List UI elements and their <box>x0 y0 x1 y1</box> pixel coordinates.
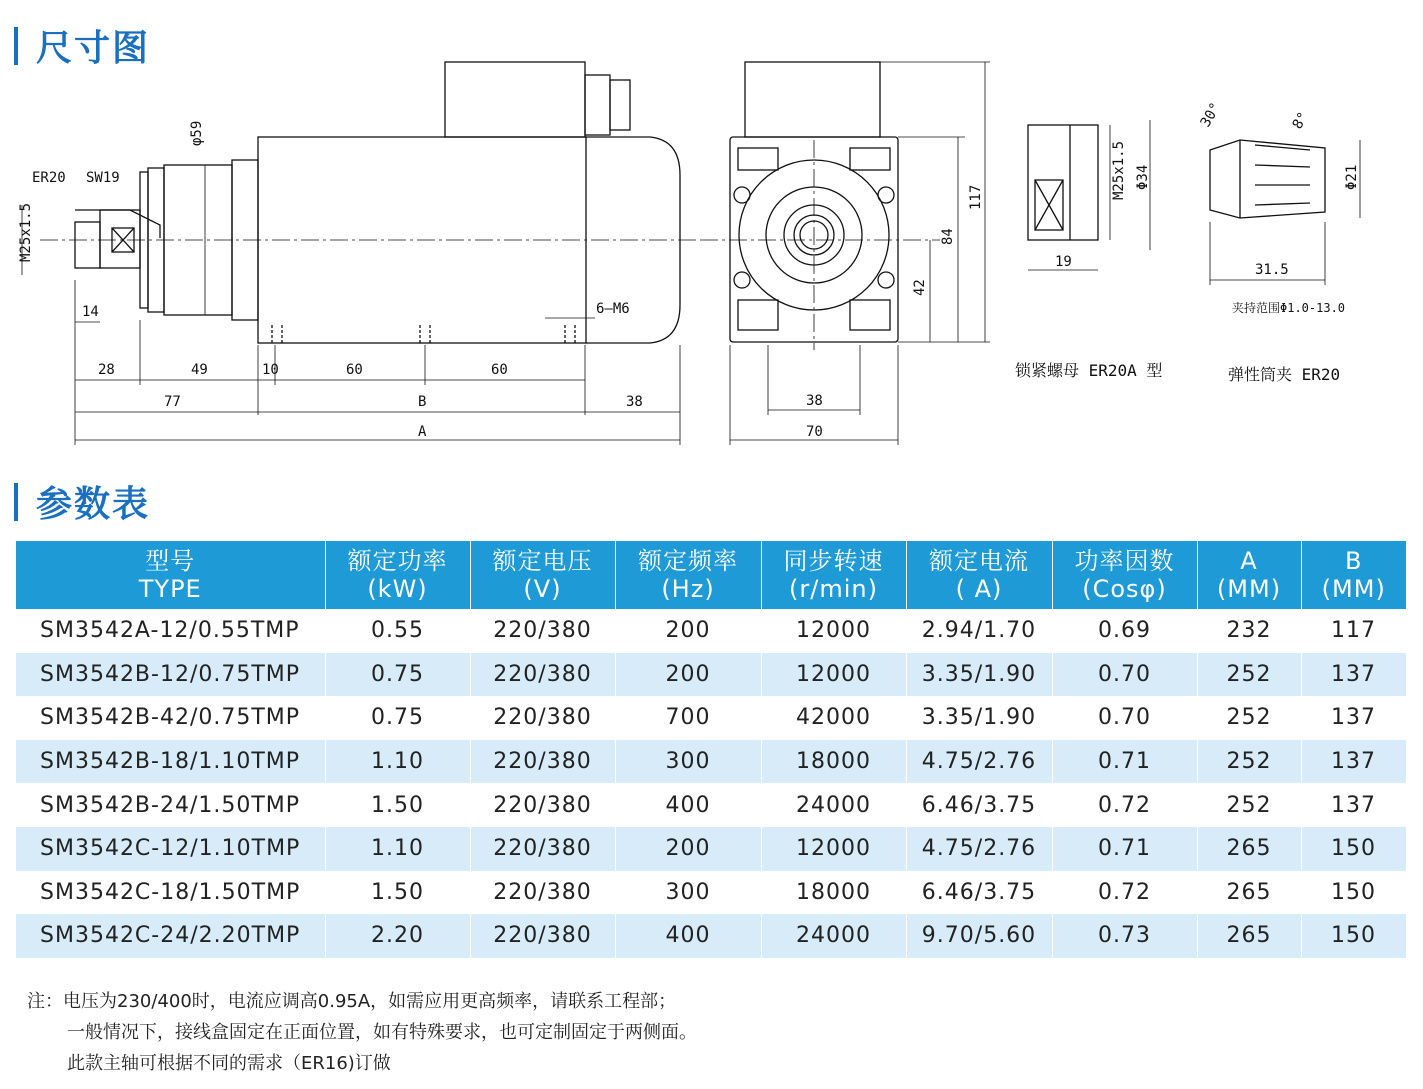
value-cell: 0.55 <box>325 609 470 653</box>
label-d42: 42 <box>912 279 928 296</box>
table-row <box>16 827 1406 871</box>
value-cell: 12000 <box>761 609 906 653</box>
model-cell: SM3542B-18/1.10TMP <box>16 740 325 784</box>
value-cell: 1.50 <box>325 871 470 915</box>
label-collet-dia: Φ21 <box>1344 164 1360 190</box>
model-cell: SM3542B-42/0.75TMP <box>16 696 325 740</box>
column-header <box>615 541 761 609</box>
label-collet-len: 31.5 <box>1255 262 1289 278</box>
value-cell: 2.20 <box>325 914 470 958</box>
column-header-unit: (r/min) <box>789 575 878 603</box>
column-header-label: 功率因数 <box>1074 547 1175 575</box>
value-cell: 4.75/2.76 <box>906 827 1052 871</box>
label-dB: B <box>418 394 427 410</box>
table-row <box>16 871 1406 915</box>
label-nut-len: 19 <box>1055 254 1072 270</box>
value-cell: 200 <box>615 827 761 871</box>
label-d49: 49 <box>191 362 208 378</box>
note-line-2: 一般情况下，接线盒固定在正面位置，如有特殊要求，也可定制固定于两侧面。 <box>67 1022 697 1043</box>
spindle-front-view <box>700 62 990 445</box>
value-cell: 117 <box>1301 609 1406 653</box>
value-cell: 265 <box>1197 914 1301 958</box>
model-cell: SM3542A-12/0.55TMP <box>16 609 325 653</box>
label-d38b: 38 <box>806 393 823 409</box>
column-header-unit: (MM) <box>1321 575 1386 603</box>
column-header <box>761 541 906 609</box>
table-header-row <box>16 541 1406 609</box>
table-row <box>16 696 1406 740</box>
collet-caption: 弹性筒夹 ER20 <box>1228 365 1341 384</box>
value-cell: 0.72 <box>1052 871 1197 915</box>
label-d10: 10 <box>262 362 279 378</box>
value-cell: 232 <box>1197 609 1301 653</box>
value-cell: 6.46/3.75 <box>906 871 1052 915</box>
label-sw19: SW19 <box>86 170 120 186</box>
value-cell: 137 <box>1301 653 1406 697</box>
value-cell: 220/380 <box>470 653 615 697</box>
value-cell: 137 <box>1301 740 1406 784</box>
value-cell: 3.35/1.90 <box>906 696 1052 740</box>
column-header <box>1197 541 1301 609</box>
column-header <box>325 541 470 609</box>
column-header-label: 额定电压 <box>492 547 593 575</box>
label-m6: 6—M6 <box>596 301 630 317</box>
column-header-label: B <box>1345 547 1363 575</box>
table-body <box>16 609 1406 958</box>
table-header <box>16 541 1406 609</box>
label-d77: 77 <box>164 394 181 410</box>
model-cell: SM3542B-12/0.75TMP <box>16 653 325 697</box>
value-cell: 150 <box>1301 871 1406 915</box>
column-header-unit: (Hz) <box>661 575 715 603</box>
value-cell: 220/380 <box>470 871 615 915</box>
value-cell: 265 <box>1197 871 1301 915</box>
label-clamp-range: 夹持范围Φ1.0-13.0 <box>1232 301 1346 315</box>
value-cell: 252 <box>1197 740 1301 784</box>
value-cell: 18000 <box>761 871 906 915</box>
value-cell: 300 <box>615 740 761 784</box>
label-thread: M25x1.5 <box>18 202 34 262</box>
label-d70: 70 <box>806 424 823 440</box>
column-header <box>1301 541 1406 609</box>
value-cell: 0.72 <box>1052 783 1197 827</box>
value-cell: 18000 <box>761 740 906 784</box>
value-cell: 9.70/5.60 <box>906 914 1052 958</box>
value-cell: 400 <box>615 783 761 827</box>
table-section-title: 参数表 <box>36 484 151 525</box>
parameter-table-container <box>16 541 1406 958</box>
label-nut-dia: Φ34 <box>1135 164 1151 190</box>
column-header-unit: TYPE <box>138 575 202 603</box>
label-d60a: 60 <box>346 362 363 378</box>
value-cell: 0.71 <box>1052 827 1197 871</box>
column-header-label: 额定功率 <box>347 547 448 575</box>
value-cell: 400 <box>615 914 761 958</box>
label-d14: 14 <box>82 304 99 320</box>
value-cell: 200 <box>615 609 761 653</box>
notes-block <box>27 986 697 1079</box>
value-cell: 137 <box>1301 696 1406 740</box>
value-cell: 42000 <box>761 696 906 740</box>
table-row <box>16 609 1406 653</box>
value-cell: 0.75 <box>325 653 470 697</box>
column-header-unit: (V) <box>523 575 562 603</box>
parameter-table <box>16 541 1407 958</box>
column-header <box>470 541 615 609</box>
value-cell: 4.75/2.76 <box>906 740 1052 784</box>
table-row <box>16 783 1406 827</box>
table-row <box>16 914 1406 958</box>
value-cell: 252 <box>1197 696 1301 740</box>
value-cell: 265 <box>1197 827 1301 871</box>
note-line-1: 注：电压为230/400时，电流应调高0.95A，如需应用更高频率，请联系工程部； <box>27 991 677 1012</box>
column-header <box>1052 541 1197 609</box>
value-cell: 24000 <box>761 783 906 827</box>
value-cell: 150 <box>1301 914 1406 958</box>
value-cell: 6.46/3.75 <box>906 783 1052 827</box>
note-line-3: 此款主轴可根据不同的需求（ER16)订做 <box>67 1053 391 1074</box>
table-section-header <box>14 476 150 527</box>
value-cell: 700 <box>615 696 761 740</box>
table-row <box>16 653 1406 697</box>
column-header-unit: (Cosφ) <box>1082 575 1167 603</box>
column-header <box>906 541 1052 609</box>
label-dA: A <box>418 424 427 440</box>
value-cell: 220/380 <box>470 783 615 827</box>
value-cell: 252 <box>1197 783 1301 827</box>
value-cell: 220/380 <box>470 914 615 958</box>
value-cell: 220/380 <box>470 827 615 871</box>
column-header-label: A <box>1240 547 1258 575</box>
value-cell: 2.94/1.70 <box>906 609 1052 653</box>
value-cell: 220/380 <box>470 740 615 784</box>
value-cell: 300 <box>615 871 761 915</box>
value-cell: 24000 <box>761 914 906 958</box>
value-cell: 12000 <box>761 827 906 871</box>
column-header-label: 型号 <box>145 547 196 575</box>
value-cell: 220/380 <box>470 609 615 653</box>
value-cell: 1.10 <box>325 740 470 784</box>
label-d28: 28 <box>98 362 115 378</box>
column-header <box>16 541 325 609</box>
column-header-unit: (MM) <box>1216 575 1282 603</box>
label-d38: 38 <box>626 394 643 410</box>
value-cell: 0.69 <box>1052 609 1197 653</box>
column-header-unit: ( A) <box>955 575 1003 603</box>
value-cell: 0.71 <box>1052 740 1197 784</box>
spindle-side-view <box>22 62 700 445</box>
dimension-drawing <box>0 55 1423 460</box>
label-dia59: φ59 <box>189 120 205 146</box>
value-cell: 3.35/1.90 <box>906 653 1052 697</box>
section-accent-bar <box>14 483 18 521</box>
value-cell: 1.50 <box>325 783 470 827</box>
value-cell: 0.70 <box>1052 653 1197 697</box>
lock-nut-caption: 锁紧螺母 ER20A 型 <box>1015 361 1163 380</box>
lock-nut-drawing <box>1028 120 1150 270</box>
value-cell: 150 <box>1301 827 1406 871</box>
label-angle8: 8° <box>1289 109 1312 132</box>
model-cell: SM3542C-24/2.20TMP <box>16 914 325 958</box>
column-header-label: 同步转速 <box>783 547 884 575</box>
value-cell: 0.73 <box>1052 914 1197 958</box>
value-cell: 200 <box>615 653 761 697</box>
label-nut-thread: M25x1.5 <box>1111 140 1127 200</box>
model-cell: SM3542B-24/1.50TMP <box>16 783 325 827</box>
value-cell: 12000 <box>761 653 906 697</box>
label-er20: ER20 <box>32 170 66 186</box>
model-cell: SM3542C-12/1.10TMP <box>16 827 325 871</box>
value-cell: 252 <box>1197 653 1301 697</box>
column-header-unit: (kW) <box>367 575 428 603</box>
model-cell: SM3542C-18/1.50TMP <box>16 871 325 915</box>
value-cell: 0.70 <box>1052 696 1197 740</box>
column-header-label: 额定频率 <box>638 547 738 575</box>
value-cell: 220/380 <box>470 696 615 740</box>
value-cell: 1.10 <box>325 827 470 871</box>
label-d60b: 60 <box>491 362 508 378</box>
label-angle30: 30° <box>1197 100 1225 130</box>
column-header-label: 额定电流 <box>929 547 1029 575</box>
value-cell: 137 <box>1301 783 1406 827</box>
label-d84: 84 <box>940 228 956 245</box>
value-cell: 0.75 <box>325 696 470 740</box>
drawing-section-title: 尺寸图 <box>36 28 151 69</box>
label-d117: 117 <box>968 184 984 210</box>
table-row <box>16 740 1406 784</box>
